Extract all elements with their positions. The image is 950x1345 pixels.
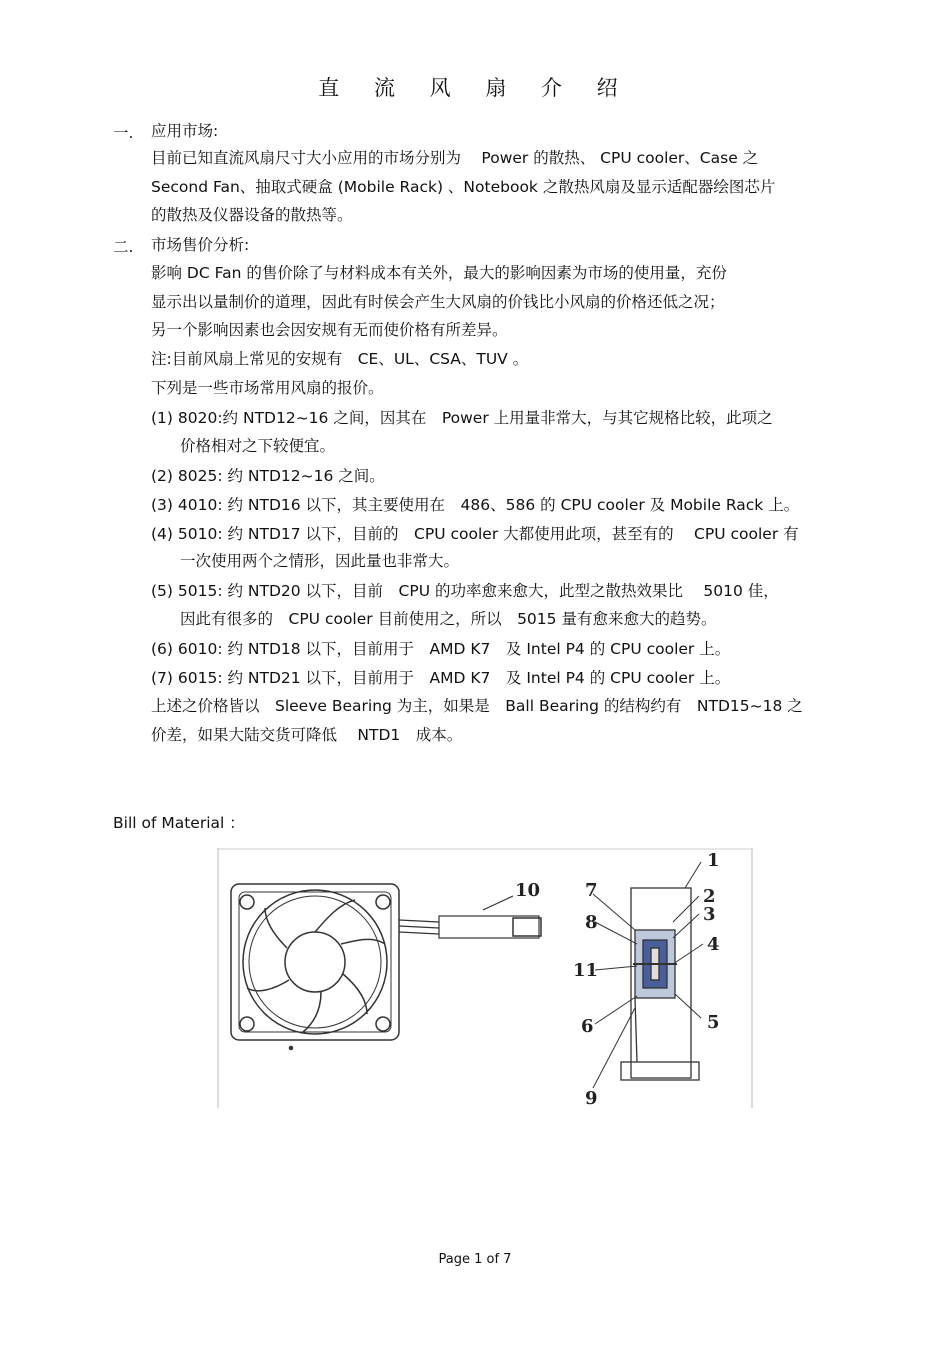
price-item-6: (6) 6010: 约 NTD18 以下，目前用于 AMD K7 及 Intel P4 的 CPU cooler 上。	[151, 640, 731, 658]
price-item-5: (5) 5015: 约 NTD20 以下，目前 CPU 的功率愈来愈大，此型之散热效果比 5010 佳，	[151, 582, 779, 600]
price-item-1: (1) 8020:约 NTD12~16 之间，因其在 Power 上用量非常大，与其它规格比较，此项之	[151, 409, 773, 427]
section-2-line-2: 显示出以量制价的道理，因此有时侯会产生大风扇的价钱比小风扇的价格还低之况；	[151, 293, 725, 311]
price-item-7: (7) 6015: 约 NTD21 以下，目前用于 AMD K7 及 Intel P4 的 CPU cooler 上。	[151, 669, 731, 687]
document-title: 直 流 风 扇 介 绍	[318, 76, 632, 100]
price-item-4: (4) 5010: 约 NTD17 以下，目前的 CPU cooler 大都使用此项，甚至有的 CPU cooler 有	[151, 525, 799, 543]
fig-label-11: 11	[573, 960, 599, 981]
closing-line-2: 价差，如果大陆交货可降低 NTD1 成本。	[151, 726, 463, 744]
fig-label-9: 9	[585, 1088, 598, 1108]
section-2-number: 二.	[113, 238, 134, 256]
fig-label-7: 7	[585, 880, 598, 901]
fig-label-10: 10	[515, 880, 541, 901]
fan-cable	[399, 896, 541, 938]
section-2-line-4: 注:目前风扇上常见的安规有 CE、UL、CSA、TUV 。	[151, 350, 529, 368]
fan-diagram	[217, 848, 753, 1108]
section-1-number: 一.	[113, 124, 134, 142]
page-footer: Page 1 of 7	[438, 1252, 512, 1267]
price-item-3: (3) 4010: 约 NTD16 以下，其主要使用在 486、586 的 CPU cooler 及 Mobile Rack 上。	[151, 496, 800, 514]
fig-label-6: 6	[581, 1016, 594, 1037]
fig-label-3: 3	[703, 904, 716, 925]
section-2-line-5: 下列是一些市场常用风扇的报价。	[151, 379, 384, 397]
fig-label-5: 5	[707, 1012, 720, 1033]
section-1-line-1: 目前已知直流风扇尺寸大小应用的市场分别为 Power 的散热、 CPU cooler、Case 之	[151, 149, 759, 167]
section-1-line-3: 的散热及仪器设备的散热等。	[151, 206, 353, 224]
fig-label-1: 1	[707, 850, 720, 871]
fan-bom-figure	[217, 848, 753, 1108]
section-2-line-3: 另一个影响因素也会因安规有无而使价格有所差异。	[151, 321, 508, 339]
price-item-2: (2) 8025: 约 NTD12~16 之间。	[151, 467, 385, 485]
fig-label-2: 2	[703, 886, 716, 907]
fig-label-4: 4	[707, 934, 720, 955]
fan-cross-section	[621, 888, 699, 1080]
bom-label: Bill of Material ：	[113, 814, 245, 832]
price-item-1-cont: 价格相对之下较便宜。	[180, 437, 336, 455]
closing-line-1: 上述之价格皆以 Sleeve Bearing 为主，如果是 Ball Bearing 的结构约有 NTD15~18 之	[151, 697, 803, 715]
section-1-line-2: Second Fan、抽取式硬盒 (Mobile Rack) 、Notebook 之散热风扇及显示适配器绘图芯片	[151, 178, 776, 196]
section-1-heading: 应用市场:	[151, 122, 219, 140]
section-2-line-1: 影响 DC Fan 的售价除了与材料成本有关外，最大的影响因素为市场的使用量，充份	[151, 264, 727, 282]
price-item-5-cont: 因此有很多的 CPU cooler 目前使用之，所以 5015 量有愈来愈大的趋势。	[180, 610, 717, 628]
fan-front-view	[231, 884, 399, 1050]
fig-label-8: 8	[585, 912, 598, 933]
price-item-4-cont: 一次使用两个之情形，因此量也非常大。	[180, 552, 460, 570]
section-2-heading: 市场售价分析:	[151, 236, 250, 254]
